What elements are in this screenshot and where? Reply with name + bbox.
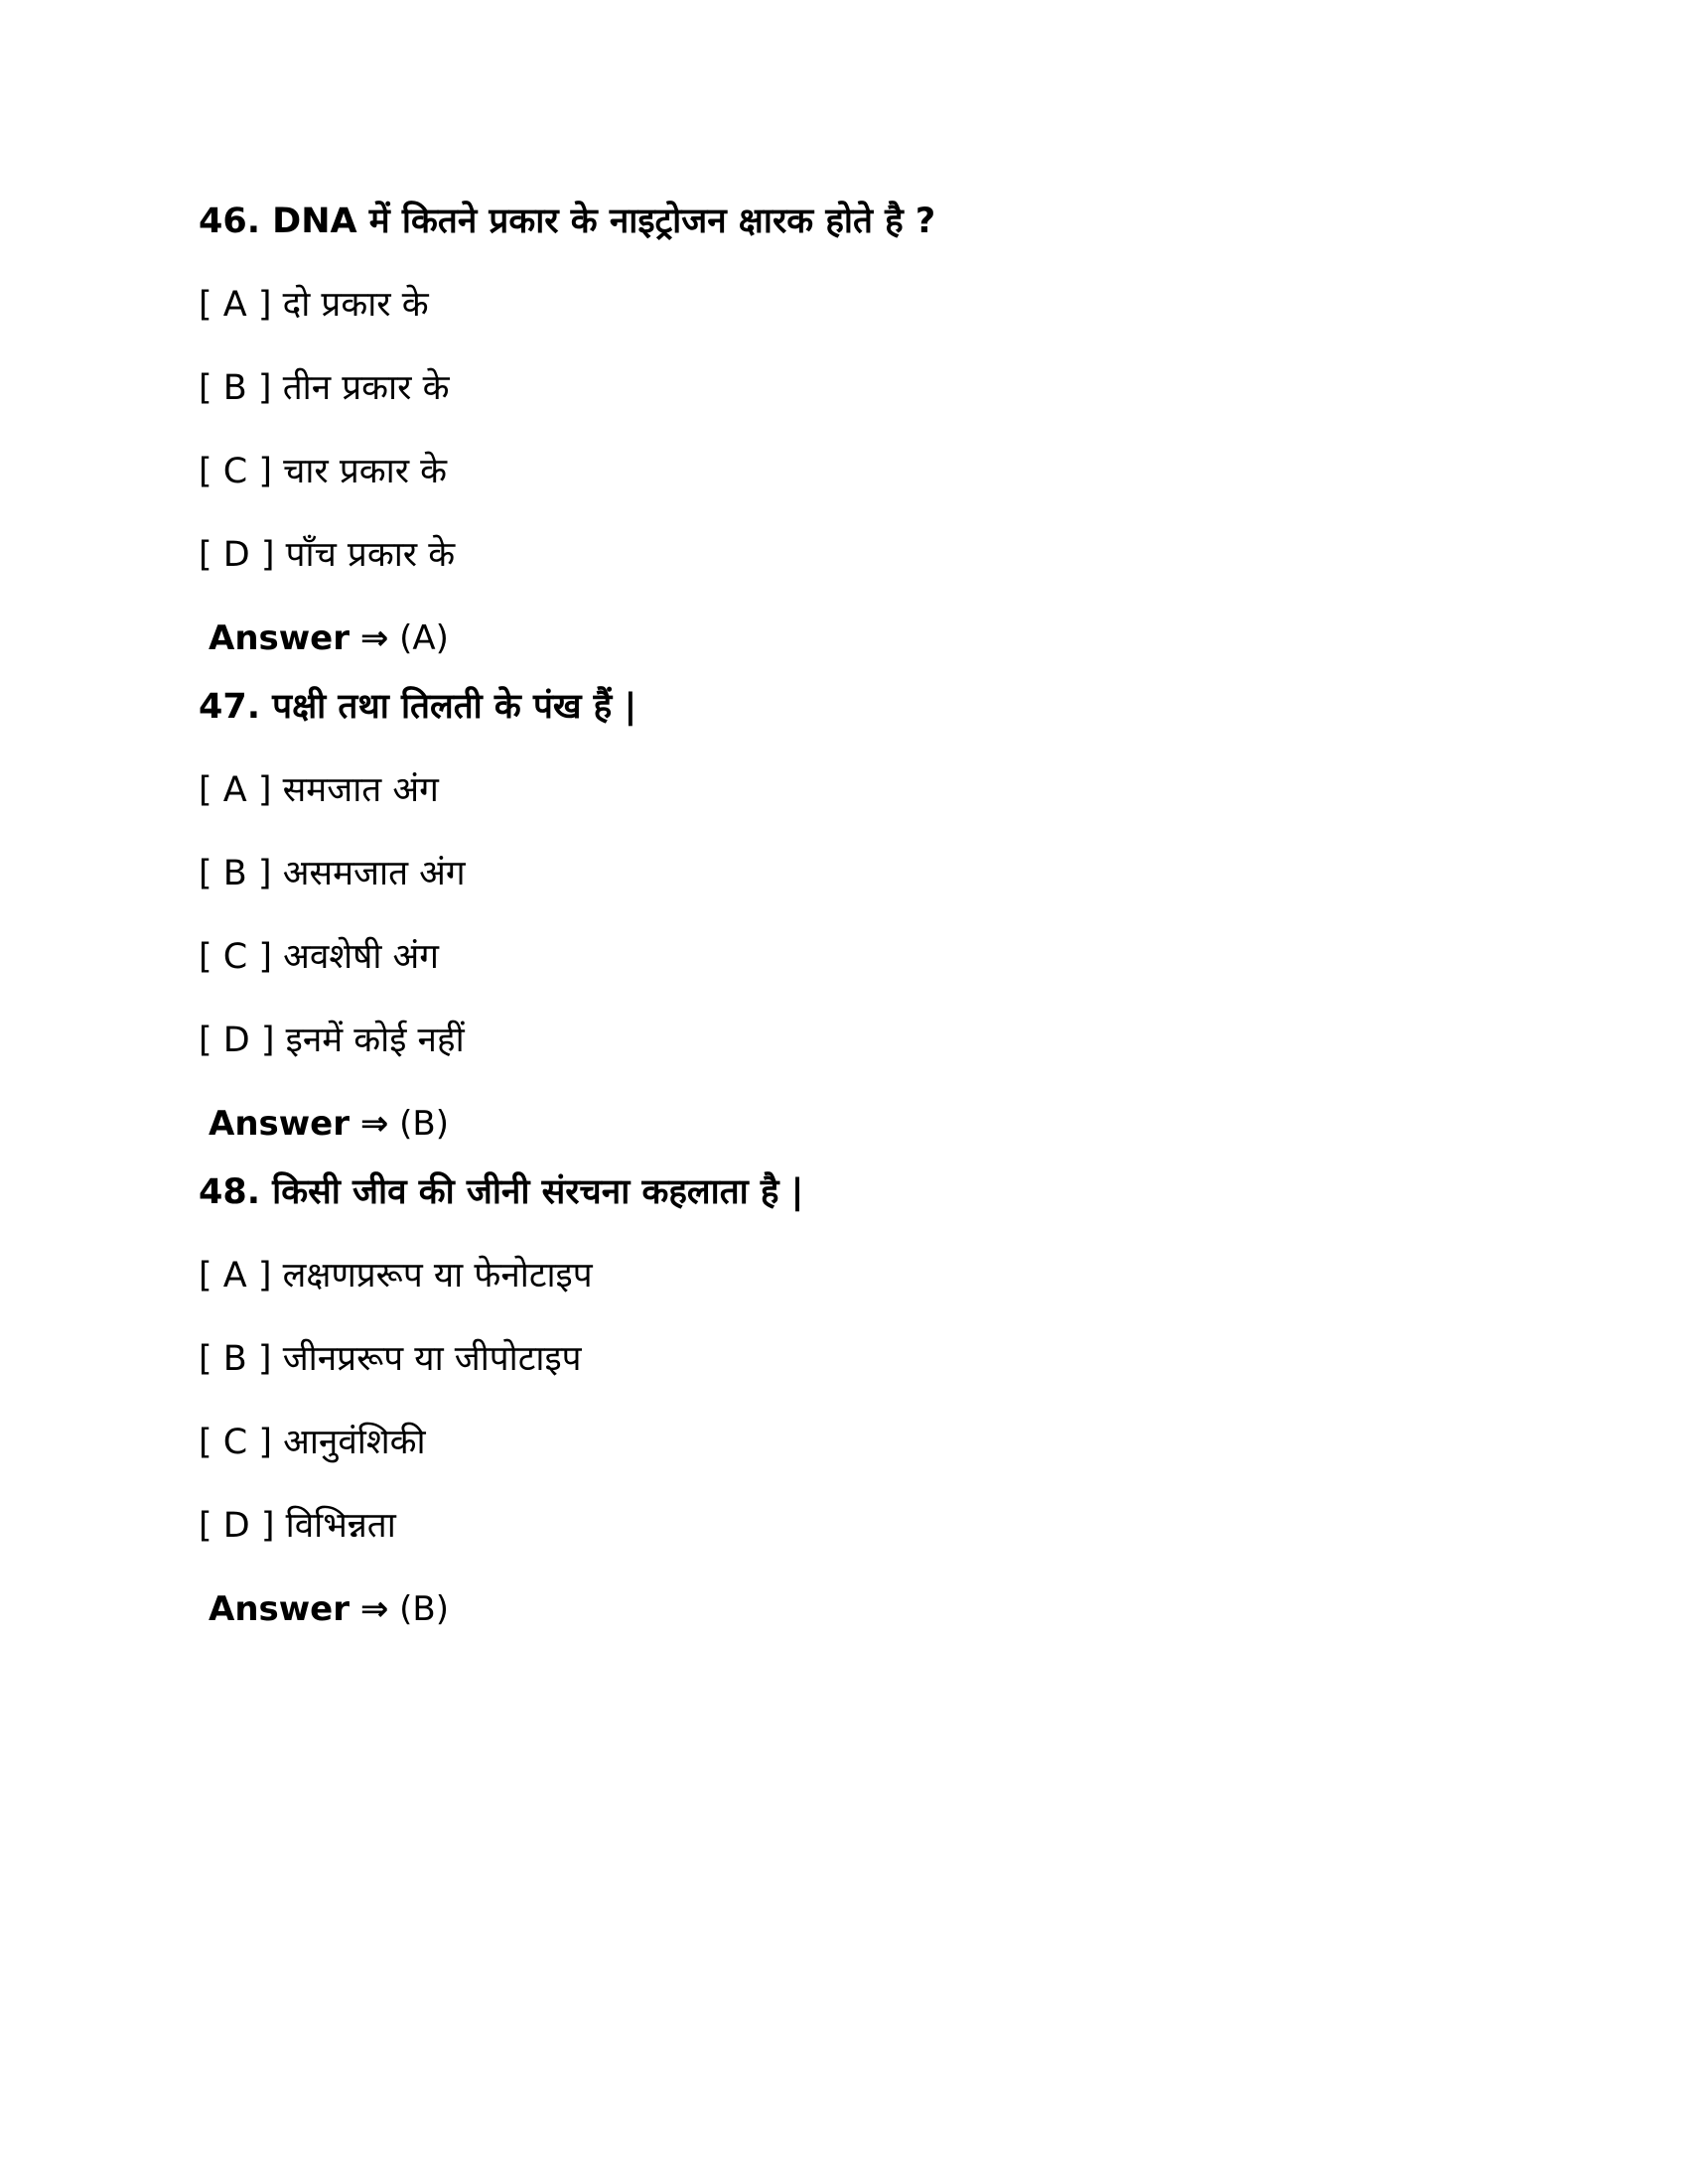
question-title: 47. पक्षी तथा तिलती के पंख हैं | <box>199 687 637 727</box>
answer-arrow: ⇒ <box>359 1589 389 1629</box>
answer-value: (B) <box>399 1104 449 1144</box>
answer-label: Answer <box>209 618 350 658</box>
answer-label: Answer <box>209 1589 350 1629</box>
option-d: [ D ] पाँच प्रकार के <box>199 535 456 575</box>
option-c: [ C ] चार प्रकार के <box>199 452 448 491</box>
option-a: [ A ] लक्षणप्ररूप या फेनोटाइप <box>199 1256 593 1296</box>
answer-line <box>199 614 1489 663</box>
option-c: [ C ] आनुवंशिकी <box>199 1423 426 1462</box>
question-block-46 <box>199 197 1489 663</box>
answer-label: Answer <box>209 1104 350 1144</box>
question-block-47 <box>199 682 1489 1149</box>
answer-line <box>199 1099 1489 1149</box>
answer-value: (B) <box>399 1589 449 1629</box>
option-b: [ B ] जीनप्ररूप या जीपोटाइप <box>199 1339 582 1379</box>
option-b: [ B ] असमजात अंग <box>199 854 466 893</box>
option-c: [ C ] अवशेषी अंग <box>199 937 439 977</box>
option-b: [ B ] तीन प्रकार के <box>199 368 450 408</box>
option-d: [ D ] इनमें कोई नहीं <box>199 1021 465 1060</box>
answer-arrow: ⇒ <box>359 618 389 658</box>
question-title: 48. किसी जीव की जीनी संरचना कहलाता है | <box>199 1172 804 1212</box>
option-a: [ A ] समजात अंग <box>199 770 439 810</box>
answer-arrow: ⇒ <box>359 1104 389 1144</box>
question-block-48 <box>199 1167 1489 1634</box>
answer-line <box>199 1584 1489 1634</box>
answer-value: (A) <box>399 618 449 658</box>
option-d: [ D ] विभिन्नता <box>199 1506 396 1546</box>
question-title: 46. DNA में कितने प्रकार के नाइट्रोजन क्षारक होते है ? <box>199 202 936 241</box>
option-a: [ A ] दो प्रकार के <box>199 285 429 325</box>
